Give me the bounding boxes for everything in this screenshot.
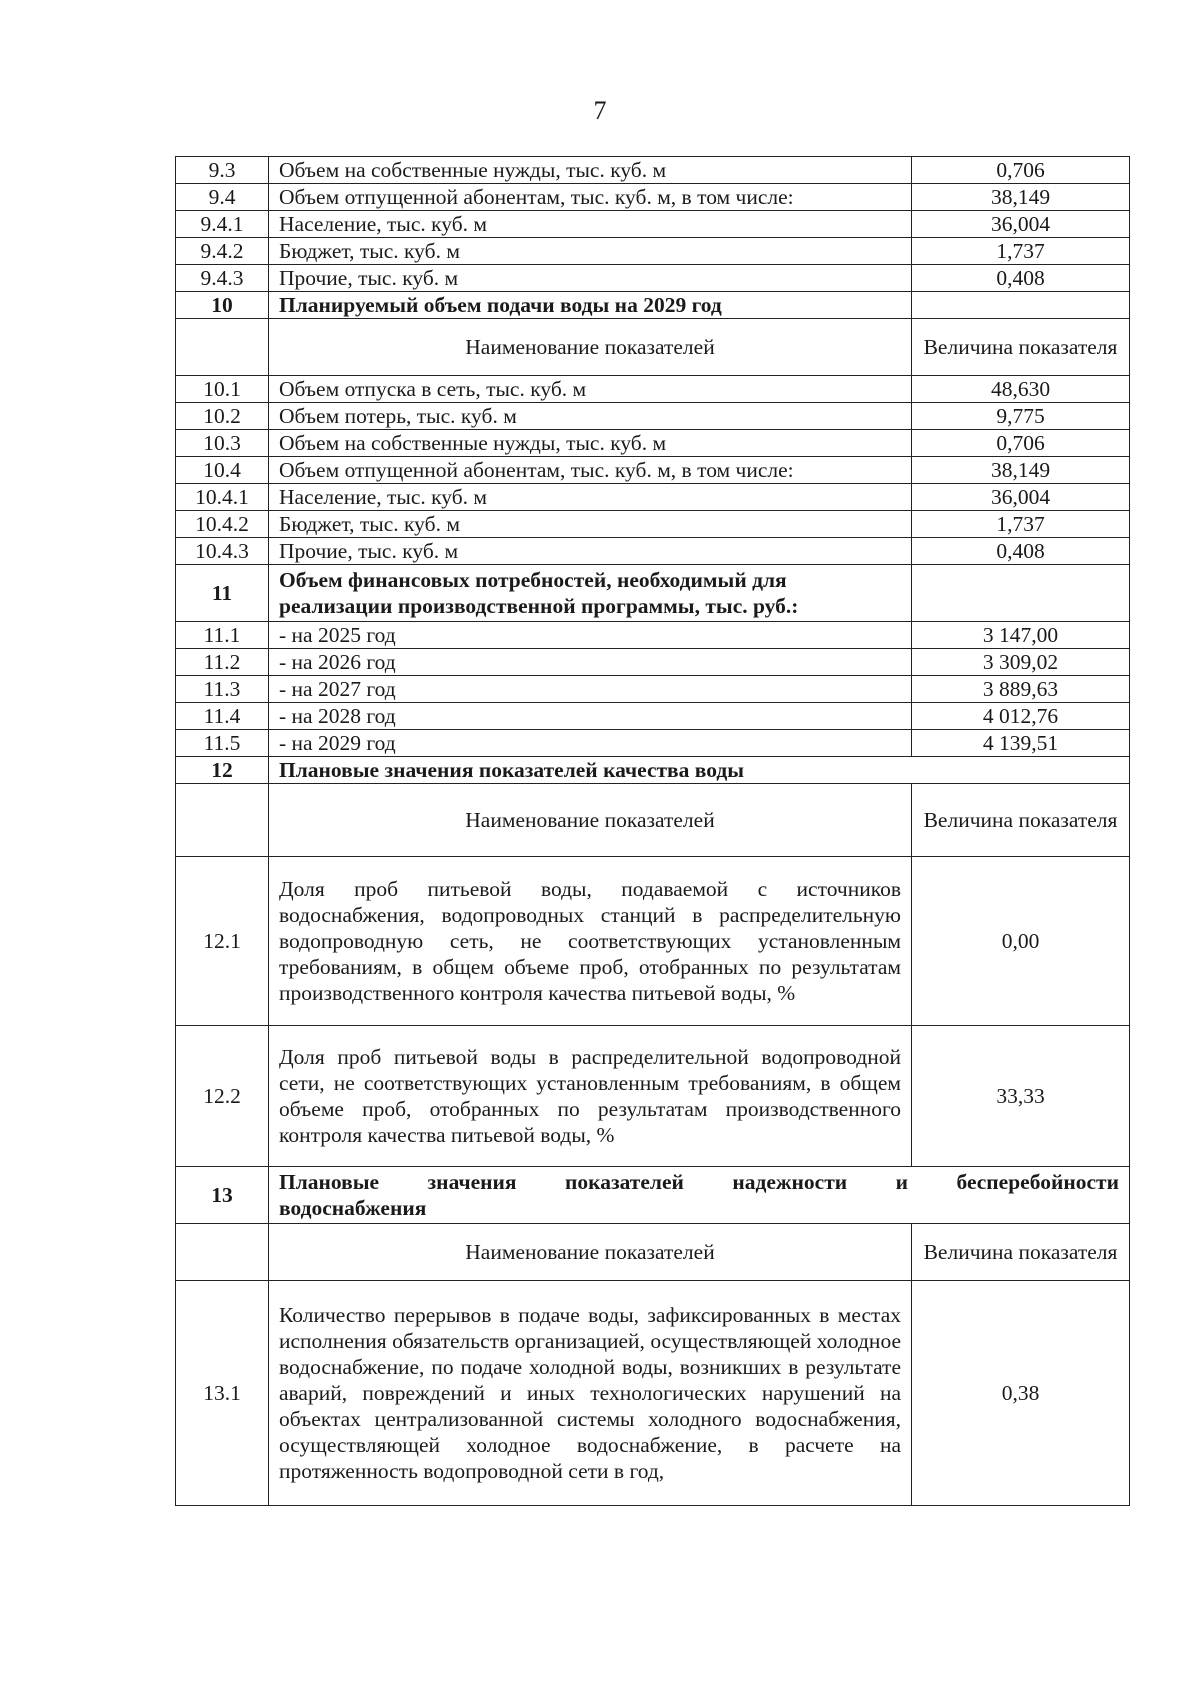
- header-row: [176, 1224, 1130, 1281]
- row-value: 38,149: [912, 457, 1130, 484]
- table-row: [176, 538, 1130, 565]
- table-row: [176, 730, 1130, 757]
- row-value: 4 012,76: [912, 703, 1130, 730]
- row-number: 12.2: [176, 1026, 269, 1167]
- row-name: Объем отпущенной абонентам, тыс. куб. м, в том числе:: [269, 457, 912, 484]
- table-row: [176, 676, 1130, 703]
- section-title: Плановые значения показателей качества воды: [269, 757, 1130, 784]
- section-number: 12: [176, 757, 269, 784]
- table-row: [176, 857, 1130, 1026]
- row-number: 10.4.3: [176, 538, 269, 565]
- title-word: Плановые: [279, 1170, 380, 1194]
- row-value: 36,004: [912, 211, 1130, 238]
- section-row-10: [176, 292, 1130, 319]
- section-number: 11: [176, 565, 269, 622]
- table-row: [176, 403, 1130, 430]
- row-name: - на 2025 год: [269, 622, 912, 649]
- section-title-line: [279, 1169, 1119, 1195]
- section-number: 13: [176, 1167, 269, 1224]
- row-name: - на 2029 год: [269, 730, 912, 757]
- section-title-rest: водоснабжения: [279, 1196, 427, 1220]
- row-number: 11.2: [176, 649, 269, 676]
- table-row: [176, 211, 1130, 238]
- row-number: 12.1: [176, 857, 269, 1026]
- row-name: - на 2027 год: [269, 676, 912, 703]
- header-value: Величина показателя: [912, 319, 1130, 376]
- row-number: 9.4.2: [176, 238, 269, 265]
- row-value: 3 889,63: [912, 676, 1130, 703]
- header-label: Наименование показателей: [269, 1224, 912, 1281]
- row-name: Население, тыс. куб. м: [269, 484, 912, 511]
- table-row: [176, 511, 1130, 538]
- section-row-13: [176, 1167, 1130, 1224]
- row-value: 38,149: [912, 184, 1130, 211]
- empty-cell: [176, 784, 269, 857]
- row-number: 10.1: [176, 376, 269, 403]
- section-title: Планируемый объем подачи воды на 2029 год: [269, 292, 912, 319]
- row-name: Объем на собственные нужды, тыс. куб. м: [269, 157, 912, 184]
- row-name: - на 2028 год: [269, 703, 912, 730]
- row-number: 11.4: [176, 703, 269, 730]
- table-row: [176, 1281, 1130, 1506]
- header-row: [176, 784, 1130, 857]
- indicators-table: [175, 156, 1130, 1506]
- table-row: [176, 1026, 1130, 1167]
- section-title: Объем финансовых потребностей, необходимый для реализации производственной программы, тыс. руб.:: [269, 565, 912, 622]
- row-number: 13.1: [176, 1281, 269, 1506]
- row-name: Доля проб питьевой воды, подаваемой с источников водоснабжения, водопроводных станций в распределительную водопроводную сеть, не соответствующих установленным требованиям, в общем объеме проб, отобранных по результатам производственного контроля качества питьевой воды, %: [269, 857, 912, 1026]
- row-number: 11.1: [176, 622, 269, 649]
- row-number: 9.3: [176, 157, 269, 184]
- row-value: 36,004: [912, 484, 1130, 511]
- row-value: 33,33: [912, 1026, 1130, 1167]
- title-word: бесперебойности: [956, 1170, 1119, 1194]
- table-row: [176, 457, 1130, 484]
- row-name: - на 2026 год: [269, 649, 912, 676]
- row-number: 9.4.1: [176, 211, 269, 238]
- table-row: [176, 238, 1130, 265]
- row-value: 0,706: [912, 157, 1130, 184]
- row-value: 3 147,00: [912, 622, 1130, 649]
- empty-cell: [912, 292, 1130, 319]
- row-value: 1,737: [912, 238, 1130, 265]
- row-name: Объем на собственные нужды, тыс. куб. м: [269, 430, 912, 457]
- header-row: [176, 319, 1130, 376]
- section-number: 10: [176, 292, 269, 319]
- table-row: [176, 265, 1130, 292]
- row-number: 10.3: [176, 430, 269, 457]
- row-number: 11.3: [176, 676, 269, 703]
- row-value: 0,408: [912, 265, 1130, 292]
- row-value: 0,706: [912, 430, 1130, 457]
- row-value: 0,00: [912, 857, 1130, 1026]
- row-value: 9,775: [912, 403, 1130, 430]
- row-name: Население, тыс. куб. м: [269, 211, 912, 238]
- empty-cell: [176, 1224, 269, 1281]
- row-number: 10.4: [176, 457, 269, 484]
- row-number: 10.4.1: [176, 484, 269, 511]
- row-name: Доля проб питьевой воды в распределительной водопроводной сети, не соответствующих установленным требованиям, в общем объеме проб, отобранных по результатам производственного контроля качества питьевой воды, %: [269, 1026, 912, 1167]
- header-label: Наименование показателей: [269, 784, 912, 857]
- table-row: [176, 184, 1130, 211]
- row-number: 9.4: [176, 184, 269, 211]
- section-title: [269, 1167, 1130, 1224]
- empty-cell: [176, 319, 269, 376]
- row-number: 10.2: [176, 403, 269, 430]
- table-row: [176, 376, 1130, 403]
- table-row: [176, 703, 1130, 730]
- table-row: [176, 430, 1130, 457]
- row-value: 3 309,02: [912, 649, 1130, 676]
- title-word: показателей: [565, 1170, 684, 1194]
- row-name: Прочие, тыс. куб. м: [269, 538, 912, 565]
- row-name: Бюджет, тыс. куб. м: [269, 511, 912, 538]
- header-value: Величина показателя: [912, 784, 1130, 857]
- page-number: 7: [593, 96, 607, 125]
- table-row: [176, 649, 1130, 676]
- row-value: 0,408: [912, 538, 1130, 565]
- row-name: Объем потерь, тыс. куб. м: [269, 403, 912, 430]
- empty-cell: [912, 565, 1130, 622]
- section-row-11: [176, 565, 1130, 622]
- row-value: 1,737: [912, 511, 1130, 538]
- table-row: [176, 157, 1130, 184]
- row-name: Объем отпуска в сеть, тыс. куб. м: [269, 376, 912, 403]
- table-row: [176, 484, 1130, 511]
- row-number: 10.4.2: [176, 511, 269, 538]
- row-name: Количество перерывов в подаче воды, зафиксированных в местах исполнения обязательств организацией, осуществляющей холодное водоснабжение, по подаче холодной воды, возникших в результате аварий, повреждений и иных технологических нарушений на объектах централизованной системы холодного водоснабжения, осуществляющей холодное водоснабжение, в расчете на протяженность водопроводной сети в год,: [269, 1281, 912, 1506]
- title-word: надежности: [732, 1170, 848, 1194]
- row-name: Бюджет, тыс. куб. м: [269, 238, 912, 265]
- row-name: Объем отпущенной абонентам, тыс. куб. м, в том числе:: [269, 184, 912, 211]
- row-value: 48,630: [912, 376, 1130, 403]
- row-number: 11.5: [176, 730, 269, 757]
- row-name: Прочие, тыс. куб. м: [269, 265, 912, 292]
- header-label: Наименование показателей: [269, 319, 912, 376]
- section-row-12: [176, 757, 1130, 784]
- row-value: 4 139,51: [912, 730, 1130, 757]
- header-value: Величина показателя: [912, 1224, 1130, 1281]
- title-word: и: [895, 1170, 909, 1194]
- row-value: 0,38: [912, 1281, 1130, 1506]
- table-row: [176, 622, 1130, 649]
- row-number: 9.4.3: [176, 265, 269, 292]
- title-word: значения: [427, 1170, 517, 1194]
